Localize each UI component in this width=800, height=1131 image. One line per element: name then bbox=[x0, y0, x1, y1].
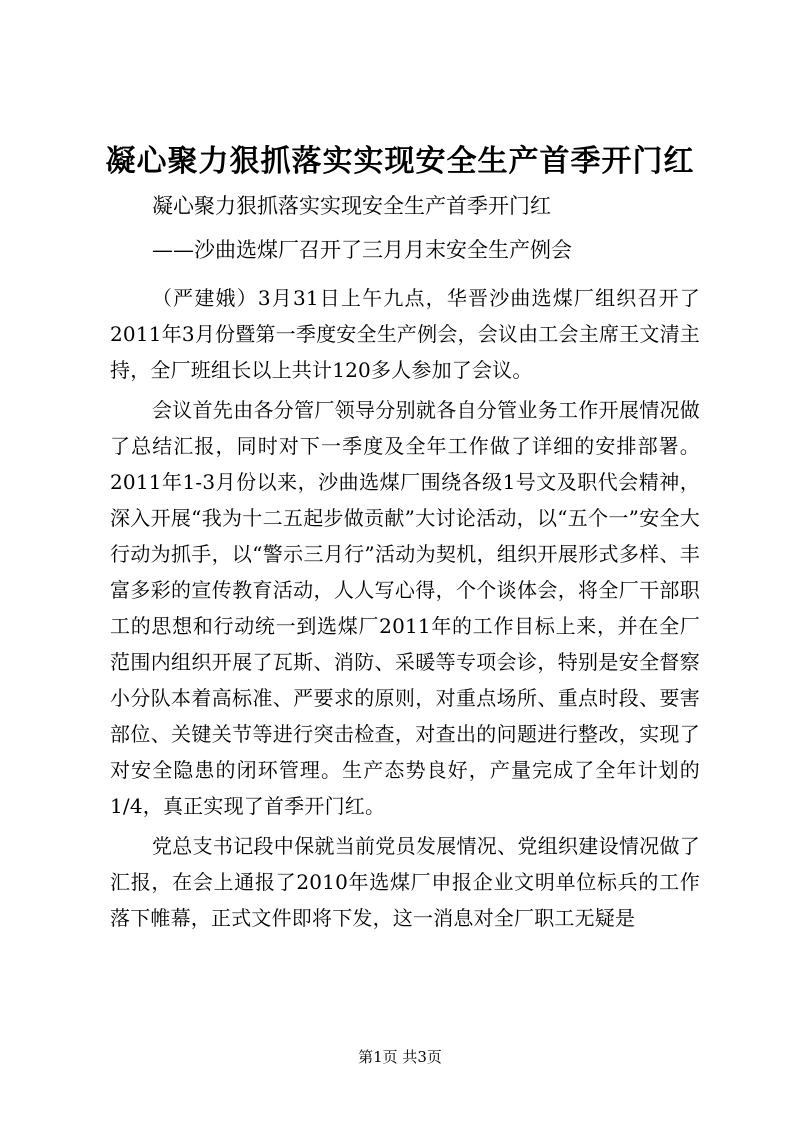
document-body bbox=[110, 184, 700, 936]
paragraph-1: （严建娥）3月31日上午九点，华晋沙曲选煤厂组织召开了2011年3月份暨第一季度安全生产例会，会议由工会主席王文清主持，全厂班组长以上共计120多人参加了会议。 bbox=[110, 286, 700, 382]
document-subtitle: 凝心聚力狠抓落实实现安全生产首季开门红 bbox=[152, 194, 551, 218]
document-title: 凝心聚力狠抓落实实现安全生产首季开门红 bbox=[105, 144, 695, 179]
paragraph-2: 会议首先由各分管厂领导分别就各自分管业务工作开展情况做了总结汇报，同时对下一季度及全年工作做了详细的安排部署。2011年1-3月份以来，沙曲选煤厂围绕各级1号文及职代会精神，深入开展“我为十二五起步做贡献”大讨论活动，以“五个一”安全大行动为抓手，以“警示三月行”活动为契机，组织开展形式多样、丰富多彩的宣传教育活动，人人写心得，个个谈体会，将全厂干部职工的思想和行动统一到选煤厂2011年的工作目标上来，并在全厂范围内组织开展了瓦斯、消防、采暖等专项会诊，特别是安全督察小分队本着高标准、严要求的原则，对重点场所、重点时段、要害部位、关键关节等进行突击检查，对查出的问题进行整改，实现了对安全隐患的闭环管理。生产态势良好，产量完成了全年计划的1/4，真正实现了首季开门红。 bbox=[110, 398, 700, 818]
document-subheading: ——沙曲选煤厂召开了三月月末安全生产例会 bbox=[152, 238, 572, 262]
page-footer: 第1页 共3页 bbox=[358, 1048, 442, 1066]
paragraph-3: 党总支书记段中保就当前党员发展情况、党组织建设情况做了汇报，在会上通报了2010年选煤厂申报企业文明单位标兵的工作落下帷幕，正式文件即将下发，这一消息对全厂职工无疑是 bbox=[110, 834, 700, 930]
